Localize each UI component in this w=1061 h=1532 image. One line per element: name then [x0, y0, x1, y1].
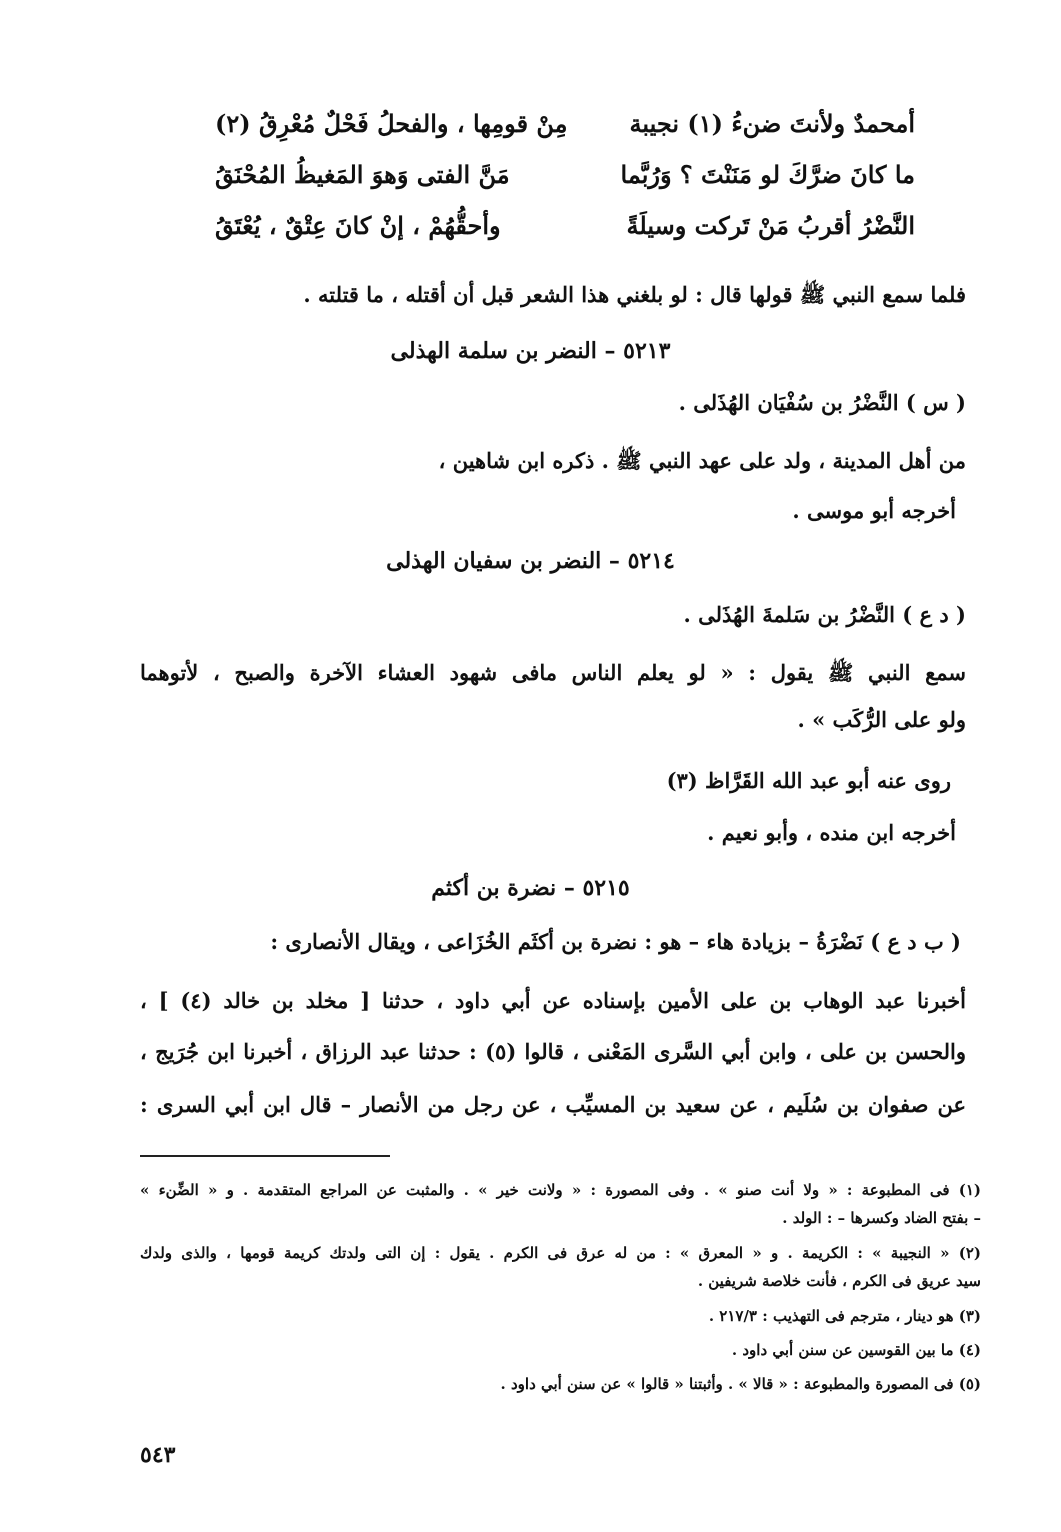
poem-verse-1	[215, 109, 915, 138]
body-line: عن صفوان بن سُلَيم ، عن سعيد بن المسيِّب ، عن رجل من الأنصار – قال ابن أبي السرى :	[140, 1092, 966, 1117]
footnote-4: (٤) ما بين القوسين عن سنن أبي داود .	[731, 1341, 981, 1359]
page-number: ٥٤٣	[140, 1442, 176, 1468]
body-line: والحسن بن على ، وابن أبي السَّرى المَعْنى ، قالوا (٥) : حدثنا عبد الرزاق ، أخبرنا ابن جُرَيج ،	[140, 1039, 966, 1064]
poem-verse-2	[215, 160, 915, 189]
source-line: أخرجه أبو موسى .	[792, 498, 956, 523]
entry-heading-5215: ٥٢١٥ – نضرة بن أكثم	[431, 875, 630, 901]
footnote-3: (٣) هو دينار ، مترجم فى التهذيب : ٢١٧/٣ .	[708, 1307, 981, 1325]
body-line: فلما سمع النبي ﷺ قولها قال : لو بلغني هذا الشعر قبل أن أقتله ، ما قتلته .	[303, 282, 966, 307]
verse-hemistich-first: أمحمدٌ ولأنتَ ضنءُ (١) نجيبة	[629, 109, 915, 138]
footnote-2-continued: سيد عريق فى الكرم ، فأنت خلاصة شريفين .	[697, 1272, 981, 1290]
body-line: من أهل المدينة ، ولد على عهد النبي ﷺ . ذكره ابن شاهين ،	[438, 448, 966, 473]
verse-hemistich-second: مَنَّ الفتى وَهوَ المَغيظُ المُحْنَقُ	[215, 160, 510, 189]
verse-hemistich-second: وأحقُّهُمْ ، إنْ كانَ عِتْقٌ ، يُعْتَقُ	[215, 211, 501, 240]
footnote-1-continued: – بفتح الضاد وكسرها – : الولد .	[782, 1209, 981, 1227]
verse-hemistich-second: مِنْ قومِها ، والفحلُ فَحْلٌ مُعْرِقُ (٢)	[215, 109, 568, 138]
verse-hemistich-first: ما كانَ ضرَّكَ لو مَنَنْتَ ؟ وَرُبَّما	[620, 160, 915, 189]
verse-hemistich-first: النَّضْرُ أقربُ مَنْ تَركت وسيلَةً	[626, 211, 915, 240]
body-line: سمع النبي ﷺ يقول : « لو يعلم الناس مافى شهود العشاء الآخرة والصبح ، لأتوهما	[140, 660, 966, 685]
poem-verse-3	[215, 211, 915, 240]
footnote-separator	[140, 1155, 390, 1157]
entry-heading-5214: ٥٢١٤ – النضر بن سفيان الهذلى	[386, 548, 675, 574]
entry-header-line: ( س ) النَّضْرُ بن سُفْيَان الهُذَلى .	[678, 390, 966, 415]
body-line: أخبرنا عبد الوهاب بن على الأمين بإسناده عن أبي داود ، حدثنا [ مخلد بن خالد (٤) ] ،	[140, 988, 966, 1013]
entry-header-line: ( ب د ع ) نَضْرَةُ – بزيادة هاء – هو : نضرة بن أكثَم الخُزَاعى ، ويقال الأنصارى :	[270, 929, 961, 954]
body-line: روى عنه أبو عبد الله القَرَّاظ (٣)	[666, 768, 951, 793]
entry-header-line: ( د ع ) النَّضْرُ بن سَلمةَ الهُذَلى .	[683, 602, 966, 627]
body-line: ولو على الرُّكَب » .	[797, 707, 966, 732]
footnote-2: (٢) « النجيبة » : الكريمة . و « المعرق » : من له عرق فى الكرم . يقول : إن التى ولدتك كريمة قومها ، والذى ولدك	[140, 1244, 981, 1262]
footnote-1: (١) فى المطبوعة : « ولا أنت صنو » . وفى المصورة : « ولانت خير » . والمثبت عن المراجع المتقدمة . و « الضِّنء »	[140, 1181, 981, 1199]
entry-heading-5213: ٥٢١٣ – النضر بن سلمة الهذلى	[390, 338, 671, 364]
footnote-5: (٥) فى المصورة والمطبوعة : « قالا » . وأثبتنا « قالوا » عن سنن أبي داود .	[500, 1375, 981, 1393]
source-line: أخرجه ابن منده ، وأبو نعيم .	[707, 820, 956, 845]
